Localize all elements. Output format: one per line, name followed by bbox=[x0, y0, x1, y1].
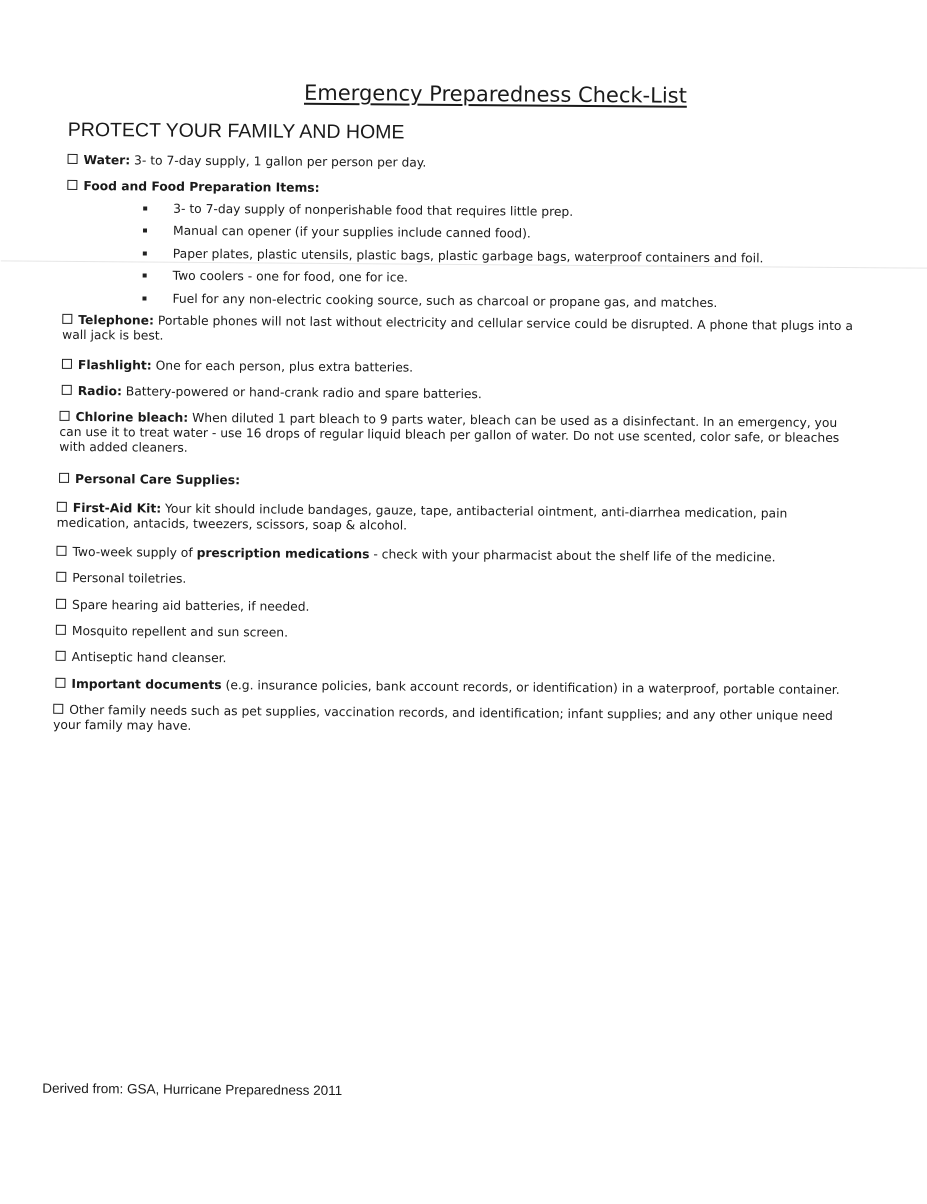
checkbox-icon bbox=[55, 678, 65, 688]
item-text: Spare hearing aid batteries, if needed. bbox=[72, 597, 310, 614]
checkbox-icon bbox=[68, 154, 78, 164]
checkbox-icon bbox=[62, 385, 72, 395]
item-label: Telephone: bbox=[78, 312, 155, 328]
checklist-item-personal-care bbox=[59, 472, 240, 488]
checklist-item-flashlight bbox=[62, 358, 413, 376]
list-item-text: Two coolers - one for food, one for ice. bbox=[172, 268, 409, 285]
item-text: Mosquito repellent and sun screen. bbox=[71, 623, 289, 640]
list-item-text: Manual can opener (if your supplies include canned food). bbox=[172, 224, 531, 241]
bullet-icon bbox=[143, 251, 147, 255]
item-label: Important documents bbox=[71, 676, 222, 693]
checkbox-icon bbox=[60, 411, 70, 421]
checklist-item-documents bbox=[55, 677, 839, 698]
item-text: Antiseptic hand cleanser. bbox=[71, 649, 227, 666]
section-heading: PROTECT YOUR FAMILY AND HOME bbox=[67, 118, 405, 144]
item-text: Portable phones will not last without electricity and cellular service could be disrupted. A phone that plugs into a wall jack is best. bbox=[62, 313, 853, 343]
item-text: - check with your pharmacist about the shelf life of the medicine. bbox=[369, 547, 776, 565]
checklist-item-antiseptic bbox=[56, 650, 227, 666]
checklist-item-water bbox=[67, 153, 426, 171]
bullet-icon bbox=[143, 274, 147, 278]
checklist-item-telephone bbox=[62, 313, 862, 349]
item-label: Water: bbox=[83, 153, 131, 168]
item-text: Other family needs such as pet supplies, vaccination records, and identification; infant supplies; and any other unique need your family may have. bbox=[53, 702, 833, 733]
bullet-icon bbox=[142, 296, 146, 300]
bullet-icon bbox=[143, 206, 147, 210]
checkbox-icon bbox=[56, 572, 66, 582]
checkbox-icon bbox=[57, 502, 67, 512]
item-label: First-Aid Kit: bbox=[72, 500, 162, 516]
item-text: 3- to 7-day supply, 1 gallon per person per day. bbox=[130, 153, 427, 170]
page-title: Emergency Preparedness Check-List bbox=[303, 80, 687, 108]
item-text: Your kit should include bandages, gauze, tape, antibacterial ointment, anti-diarrhea medication, pain medication, antacids, tweezers, scissors, soap & alcohol. bbox=[56, 501, 788, 533]
food-items-list bbox=[140, 201, 791, 318]
checklist-item-prescriptions bbox=[56, 545, 775, 566]
item-label: Personal Care Supplies: bbox=[74, 471, 241, 488]
checkbox-icon bbox=[62, 359, 72, 369]
checkbox-icon bbox=[56, 651, 66, 661]
checklist-item-radio bbox=[62, 384, 482, 402]
checklist-item-other-needs bbox=[53, 703, 853, 739]
checklist-item-hearing-aid bbox=[56, 598, 310, 615]
checkbox-icon bbox=[56, 546, 66, 556]
item-text: One for each person, plus extra batteries. bbox=[151, 358, 414, 375]
item-label: Radio: bbox=[77, 383, 122, 399]
list-item-text: Paper plates, plastic utensils, plastic bags, plastic garbage bags, waterproof containers and foil. bbox=[172, 246, 764, 266]
checklist-item-food bbox=[67, 179, 319, 196]
item-text: (e.g. insurance policies, bank account records, or identification) in a waterproof, portable container. bbox=[221, 678, 840, 697]
checkbox-icon bbox=[56, 599, 66, 609]
bullet-icon bbox=[143, 229, 147, 233]
checkbox-icon bbox=[62, 314, 72, 324]
checklist-item-toiletries bbox=[56, 571, 186, 587]
list-item-text: 3- to 7-day supply of nonperishable food that requires little prep. bbox=[173, 201, 574, 219]
item-text-prefix: Two-week supply of bbox=[72, 544, 197, 560]
item-label: Flashlight: bbox=[77, 357, 152, 373]
source-footer: Derived from: GSA, Hurricane Preparedness 2011 bbox=[42, 1080, 343, 1099]
item-text: When diluted 1 part bleach to 9 parts water, bleach can be used as a disinfectant. In an emergency, you can use it to treat water - use 16 drops of regular liquid bleach per gallon of water. Do not use scented, color safe, or bleaches with added cleaners. bbox=[59, 410, 840, 455]
item-label: prescription medications bbox=[196, 545, 370, 562]
item-text: Personal toiletries. bbox=[72, 570, 187, 586]
checkbox-icon bbox=[59, 473, 69, 483]
checkbox-icon bbox=[53, 704, 63, 714]
checklist-item-chlorine-bleach bbox=[59, 410, 861, 461]
item-text: Battery-powered or hand-crank radio and spare batteries. bbox=[121, 384, 482, 402]
checklist-item-mosquito bbox=[56, 624, 288, 641]
checkbox-icon bbox=[67, 180, 77, 190]
item-label: Chlorine bleach: bbox=[75, 409, 189, 425]
list-item-text: Fuel for any non-electric cooking source, such as charcoal or propane gas, and matches. bbox=[172, 291, 718, 310]
checkbox-icon bbox=[56, 625, 66, 635]
item-label: Food and Food Preparation Items: bbox=[83, 179, 320, 195]
checklist-item-first-aid-kit bbox=[57, 501, 817, 537]
